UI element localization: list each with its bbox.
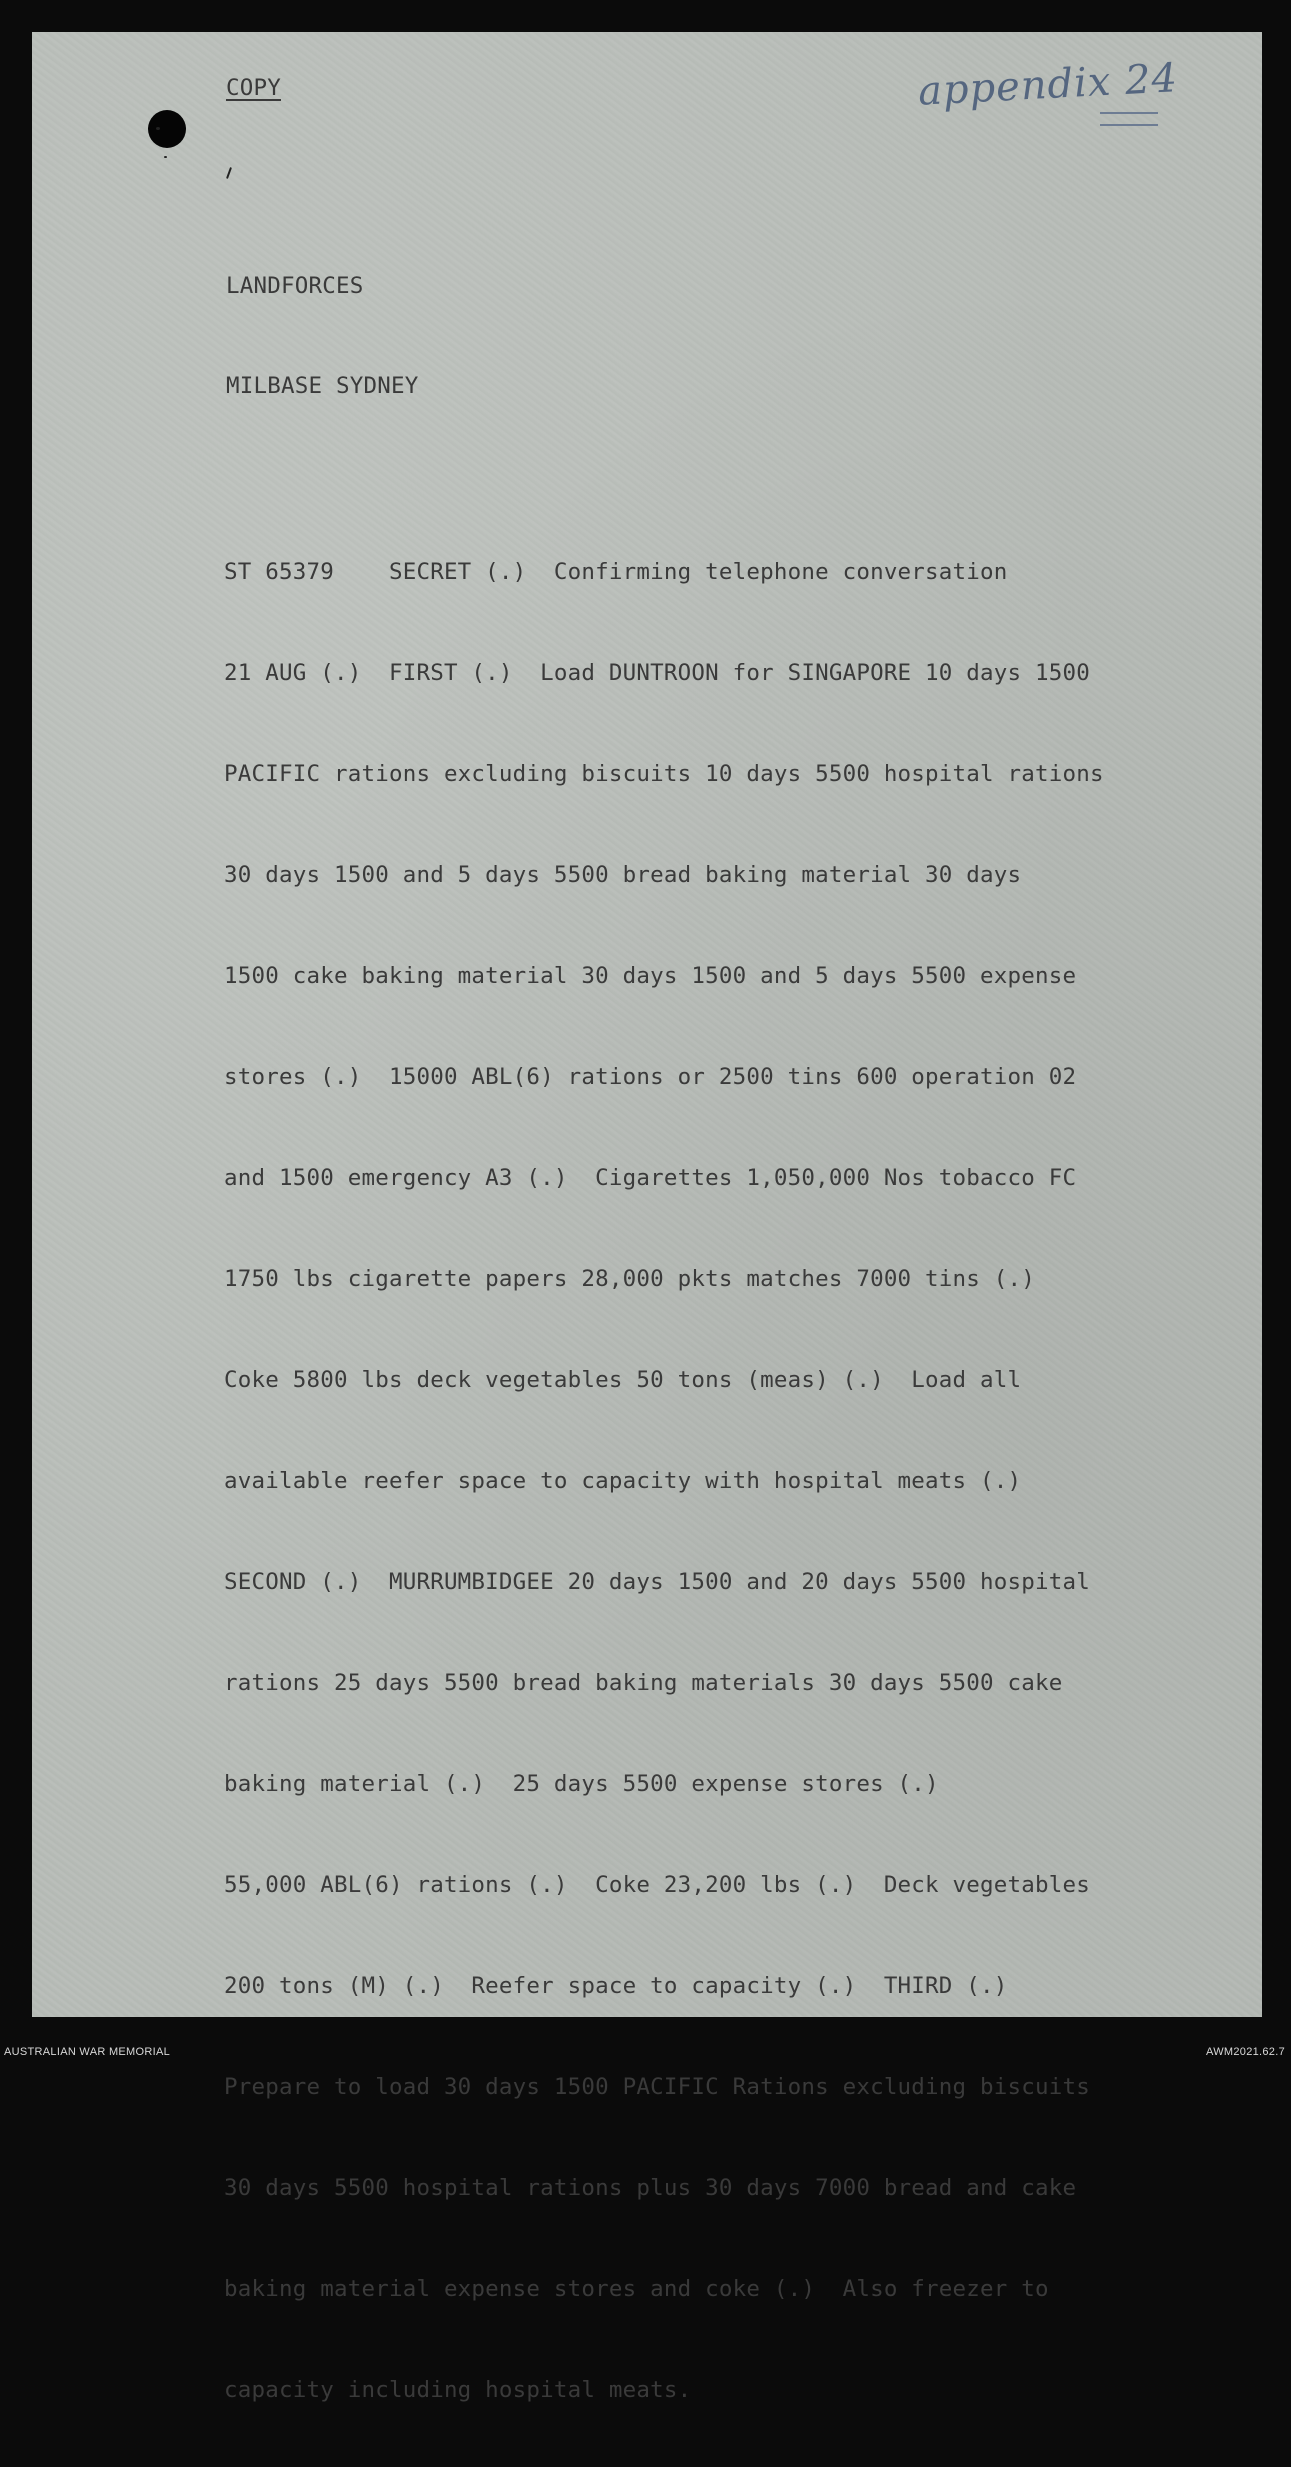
- punch-hole: [148, 110, 186, 148]
- sender: MILBASE SYDNEY: [226, 373, 419, 399]
- message-line: SECOND (.) MURRUMBIDGEE 20 days 1500 and 20 days 5500 hospital: [224, 1569, 1091, 1595]
- message-line: and 1500 emergency A3 (.) Cigarettes 1,050,000 Nos tobacco FC: [224, 1165, 1077, 1191]
- footer-institution: AUSTRALIAN WAR MEMORIAL: [4, 2046, 171, 2058]
- copy-label: COPY: [226, 75, 281, 101]
- message-line: 1500 cake baking material 30 days 1500 and 5 days 5500 expense: [224, 963, 1077, 989]
- message-line: baking material expense stores and coke (.) Also freezer to: [224, 2276, 1049, 2302]
- addressee: LANDFORCES: [226, 273, 364, 299]
- ink-speck: [156, 127, 160, 130]
- message-line: stores (.) 15000 ABL(6) rations or 2500 tins 600 operation 02: [224, 1064, 1077, 1090]
- message-body: [224, 496, 1204, 2467]
- handwritten-appendix-note: appendix 24: [916, 55, 1180, 115]
- message-line: 30 days 1500 and 5 days 5500 bread baking material 30 days: [224, 862, 1022, 888]
- message-line: 21 AUG (.) FIRST (.) Load DUNTROON for SINGAPORE 10 days 1500: [224, 660, 1091, 686]
- handwritten-underline: [1100, 112, 1158, 126]
- ink-speck: [226, 167, 232, 179]
- message-line: 1750 lbs cigarette papers 28,000 pkts matches 7000 tins (.): [224, 1266, 1036, 1292]
- ink-speck: [164, 156, 167, 158]
- message-line: 55,000 ABL(6) rations (.) Coke 23,200 lbs (.) Deck vegetables: [224, 1872, 1091, 1898]
- message-line: 30 days 5500 hospital rations plus 30 days 7000 bread and cake: [224, 2175, 1077, 2201]
- message-line: PACIFIC rations excluding biscuits 10 days 5500 hospital rations: [224, 761, 1104, 787]
- message-line: rations 25 days 5500 bread baking materials 30 days 5500 cake: [224, 1670, 1063, 1696]
- message-line: baking material (.) 25 days 5500 expense stores (.): [224, 1771, 939, 1797]
- message-line: ST 65379 SECRET (.) Confirming telephone conversation: [224, 559, 1008, 585]
- message-line: Coke 5800 lbs deck vegetables 50 tons (meas) (.) Load all: [224, 1367, 1022, 1393]
- message-line: available reefer space to capacity with hospital meats (.): [224, 1468, 1022, 1494]
- message-line: 200 tons (M) (.) Reefer space to capacity (.) THIRD (.): [224, 1973, 1008, 1999]
- message-line: Prepare to load 30 days 1500 PACIFIC Rations excluding biscuits: [224, 2074, 1091, 2100]
- footer-accession-number: AWM2021.62.7: [1205, 2046, 1285, 2058]
- message-line: capacity including hospital meats.: [224, 2377, 692, 2403]
